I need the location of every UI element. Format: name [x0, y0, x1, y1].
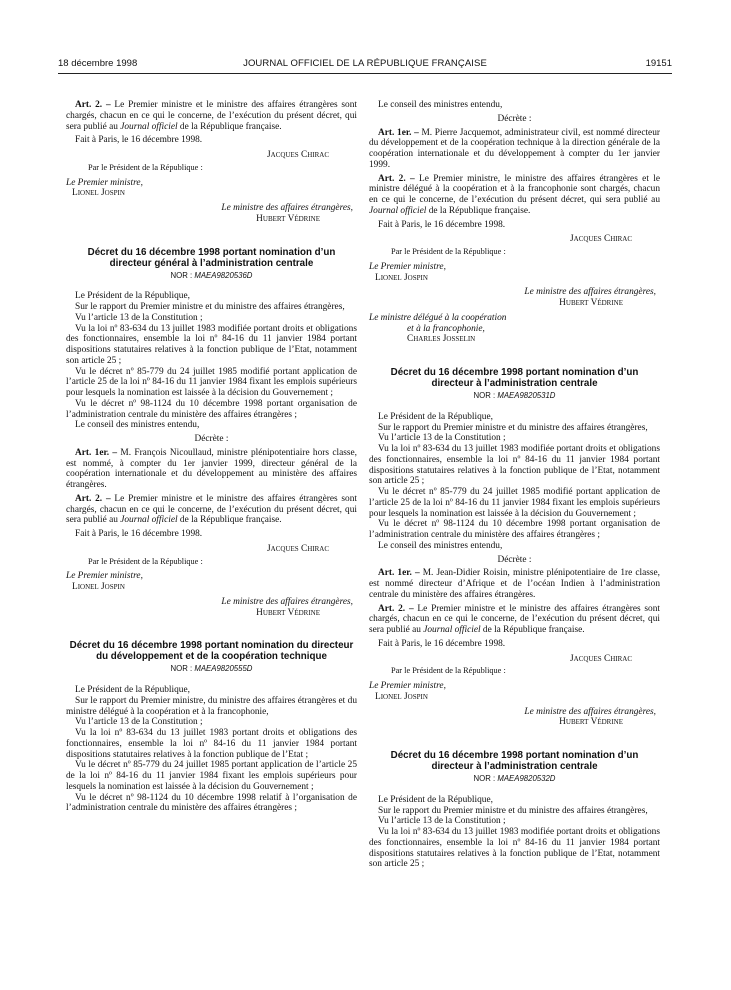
- preamble-line: Sur le rapport du Premier ministre, du ministre des affaires étrangères et du ministre délégué à la coopération et à la francophonie,: [66, 695, 357, 717]
- pm-title: Le Premier ministre,: [66, 571, 143, 582]
- pm-name: Lionel Jospin: [375, 272, 428, 283]
- preamble-line: Le conseil des ministres entendu,: [378, 540, 503, 551]
- preamble-line: Le Président de la République,: [75, 291, 190, 302]
- decree-title: Décret du 16 décembre 1998 portant nomination d’un directeur à l’administration centrale: [390, 750, 639, 772]
- mae-name: Hubert Védrine: [559, 298, 623, 308]
- article-2: Art. 2. – Le Premier ministre et le ministre des affaires étrangères sont chargés, chacun en ce qui le concerne, de l’exécution du présent décret, qui sera publié au Journal officiel de la République française.: [66, 100, 357, 132]
- preamble-line: Vu le décret nº 85-779 du 24 juillet 1985 portant application de l’article 25 de la loi nº 84-16 du 11 janvier 1984 fixant les emplois supérieurs pour lesquels la nomination est laissée à la décision du Gouvernement ;: [66, 760, 357, 792]
- signature-president: Jacques Chirac: [267, 150, 329, 160]
- preamble-line: Vu la loi nº 83-634 du 13 juillet 1983 modifiée portant droits et obligations des fonctionnaires, ensemble la loi nº 84-16 du 11 janvier 1984 portant dispositions statutaires relatives à la fonction publique de l’Etat, notamment son article 25 ;: [369, 444, 660, 487]
- article-2: Art. 2. – Le Premier ministre et le ministre des affaires étrangères sont chargés, chacun en ce qui le concerne, de l’exécution du présent décret, qui sera publié au Journal officiel de la République française.: [369, 603, 660, 635]
- journal-title: JOURNAL OFFICIEL DE LA RÉPUBLIQUE FRANÇAISE: [243, 58, 487, 69]
- preamble-line: Le Président de la République,: [378, 794, 493, 805]
- par-le-president: Par le Président de la République :: [391, 666, 506, 676]
- page-number: 19151: [645, 58, 672, 69]
- pm-name: Lionel Jospin: [72, 582, 125, 592]
- signature-president: Jacques Chirac: [570, 234, 632, 245]
- preamble-line: Vu la loi nº 83-634 du 13 juillet 1983 portant droits et obligations des fonctionnaires, ensemble la loi nº 84-16 du 11 janvier 1984 portant dispositions statutaires relatives à la fonction publique de l’Etat ;: [66, 728, 357, 760]
- signing-place-date: Fait à Paris, le 16 décembre 1998.: [75, 529, 203, 539]
- preamble-line: Vu l’article 13 de la Constitution ;: [378, 433, 506, 444]
- preamble-line: Vu le décret nº 98-1124 du 10 décembre 1998 relatif à l’organisation de l’administration centrale du ministère des affaires étrangères ;: [66, 792, 357, 814]
- preamble-line: Vu l’article 13 de la Constitution ;: [378, 816, 506, 827]
- decrete: Décrète :: [497, 554, 532, 565]
- header-date: 18 décembre 1998: [58, 58, 138, 69]
- mae-name: Hubert Védrine: [256, 213, 320, 224]
- preamble-line: Vu le décret nº 98-1124 du 10 décembre 1998 portant organisation de l’administration centrale du ministère des affaires étrangères ;: [66, 398, 357, 420]
- preamble-line: Vu la loi nº 83-634 du 13 juillet 1983 modifiée portant droits et obligations des fonctionnaires, ensemble la loi nº 84-16 du 11 janvier 1984 portant dispositions statutaires relatives à la fonction publique de l’Etat, notamment son article 25 ;: [66, 323, 357, 366]
- preamble-line: Vu l’article 13 de la Constitution ;: [75, 717, 203, 728]
- article-1: Art. 1er. – M. François Nicoullaud, ministre plénipotentiaire hors classe, est nommé, à compter du 1er janvier 1999, directeur général de la coopération internationale et du développement au ministère des affaires étrangères.: [66, 447, 357, 490]
- preamble-line: Sur le rapport du Premier ministre et du ministre des affaires étrangères,: [378, 422, 648, 433]
- page-header: [58, 58, 672, 72]
- preamble-line: Le Président de la République,: [75, 685, 190, 695]
- decree-title: Décret du 16 décembre 1998 portant nomination d’un directeur général à l’administration centrale: [87, 246, 336, 269]
- article-1: Art. 1er. – M. Pierre Jacquemot, administrateur civil, est nommé directeur du développement et de la coopération technique à la direction générale de la coopération internationale et du développement à compter du 1er janvier 1999.: [369, 127, 660, 170]
- par-le-president: Par le Président de la République :: [88, 162, 203, 172]
- pm-name: Lionel Jospin: [375, 691, 428, 702]
- mae-name: Hubert Védrine: [559, 717, 623, 728]
- nor-reference: NOR : MAEA9820531D: [473, 391, 556, 400]
- preamble-line: Vu le décret nº 85-779 du 24 juillet 1985 modifié portant application de l’article 25 de la loi nº 84-16 du 11 janvier 1984 fixant les emplois supérieurs pour lesquels la nomination est laissée à la décision du Gouvernement ;: [369, 487, 660, 519]
- pm-name: Lionel Jospin: [72, 188, 125, 199]
- par-le-president: Par le Président de la République :: [88, 556, 203, 566]
- signature-president: Jacques Chirac: [570, 653, 632, 664]
- article-2: Art. 2. – Le Premier ministre et le ministre des affaires étrangères sont chargés, chacun en ce qui le concerne, de l’exécution du présent décret, qui sera publié au Journal officiel de la République française.: [66, 493, 357, 526]
- signing-place-date: Fait à Paris, le 16 décembre 1998.: [378, 638, 506, 649]
- nor-reference: NOR : MAEA9820532D: [473, 774, 556, 783]
- mae-title: Le ministre des affaires étrangères,: [524, 287, 656, 298]
- delegue-title-2: et à la francophonie,: [407, 323, 485, 334]
- article-2: Art. 2. – Le Premier ministre, le ministre des affaires étrangères et le ministre délégué à la coopération et à la francophonie sont chargés, chacun en ce qui le concerne, de l’exécution du présent décret, qui sera publié au Journal officiel de la République française.: [369, 173, 660, 216]
- pm-title: Le Premier ministre,: [369, 681, 446, 691]
- decrete: Décrète :: [194, 434, 229, 444]
- signing-place-date: Fait à Paris, le 16 décembre 1998.: [75, 135, 203, 146]
- mae-title: Le ministre des affaires étrangères,: [221, 596, 353, 607]
- preamble-line: Vu le décret nº 85-779 du 24 juillet 1985 modifié portant application de l’article 25 de la loi nº 84-16 du 11 janvier 1984 fixant les emplois supérieurs pour lesquels la nomination est laissée à la décision du Gouvernement ;: [66, 366, 357, 398]
- nor-reference: NOR : MAEA9820536D: [170, 270, 253, 280]
- pm-title: Le Premier ministre,: [66, 177, 143, 188]
- mae-name: Hubert Védrine: [256, 607, 320, 618]
- preamble-line: Sur le rapport du Premier ministre et du ministre des affaires étrangères,: [75, 302, 345, 312]
- preamble-line: Le conseil des ministres entendu,: [75, 420, 200, 431]
- left-column: [66, 100, 357, 814]
- nor-reference: NOR : MAEA9820555D: [170, 664, 253, 674]
- mae-title: Le ministre des affaires étrangères,: [524, 706, 656, 717]
- right-column: [369, 100, 660, 870]
- preamble-line: Le Président de la République,: [378, 411, 493, 422]
- decree-title: Décret du 16 décembre 1998 portant nomination d’un directeur à l’administration centrale: [390, 367, 639, 389]
- mae-title: Le ministre des affaires étrangères,: [221, 203, 353, 213]
- article-1: Art. 1er. – M. Jean-Didier Roisin, ministre plénipotentiaire de 1re classe, est nommé directeur d’Afrique et de l’océan Indien à l’administration centrale du ministère des affaires étrangères.: [369, 568, 660, 600]
- delegue-name: Charles Josselin: [407, 334, 476, 345]
- preamble-line: Sur le rapport du Premier ministre et du ministre des affaires étrangères,: [378, 805, 648, 816]
- preamble-line: Vu la loi nº 83-634 du 13 juillet 1983 modifiée portant droits et obligations des fonctionnaires, ensemble la loi nº 84-16 du 11 janvier 1984 portant dispositions statutaires relatives à la fonction publique de l’Etat, notamment son article 25 ;: [369, 827, 660, 870]
- par-le-president: Par le Président de la République :: [391, 247, 506, 256]
- preamble-line: Vu le décret nº 98-1124 du 10 décembre 1998 portant organisation de l’administration centrale du ministère des affaires étrangères ;: [369, 519, 660, 540]
- preamble-line: Vu l’article 13 de la Constitution ;: [75, 312, 203, 323]
- header-rule: [58, 73, 672, 74]
- decree-title: Décret du 16 décembre 1998 portant nomination du directeur du développement et de la coopération technique: [69, 640, 354, 663]
- decrete: Décrète :: [497, 113, 532, 124]
- pm-title: Le Premier ministre,: [369, 261, 446, 272]
- signing-place-date: Fait à Paris, le 16 décembre 1998.: [378, 219, 506, 230]
- delegue-title: Le ministre délégué à la coopération: [369, 312, 507, 323]
- preamble-line: Le conseil des ministres entendu,: [378, 100, 503, 110]
- signature-president: Jacques Chirac: [267, 543, 329, 554]
